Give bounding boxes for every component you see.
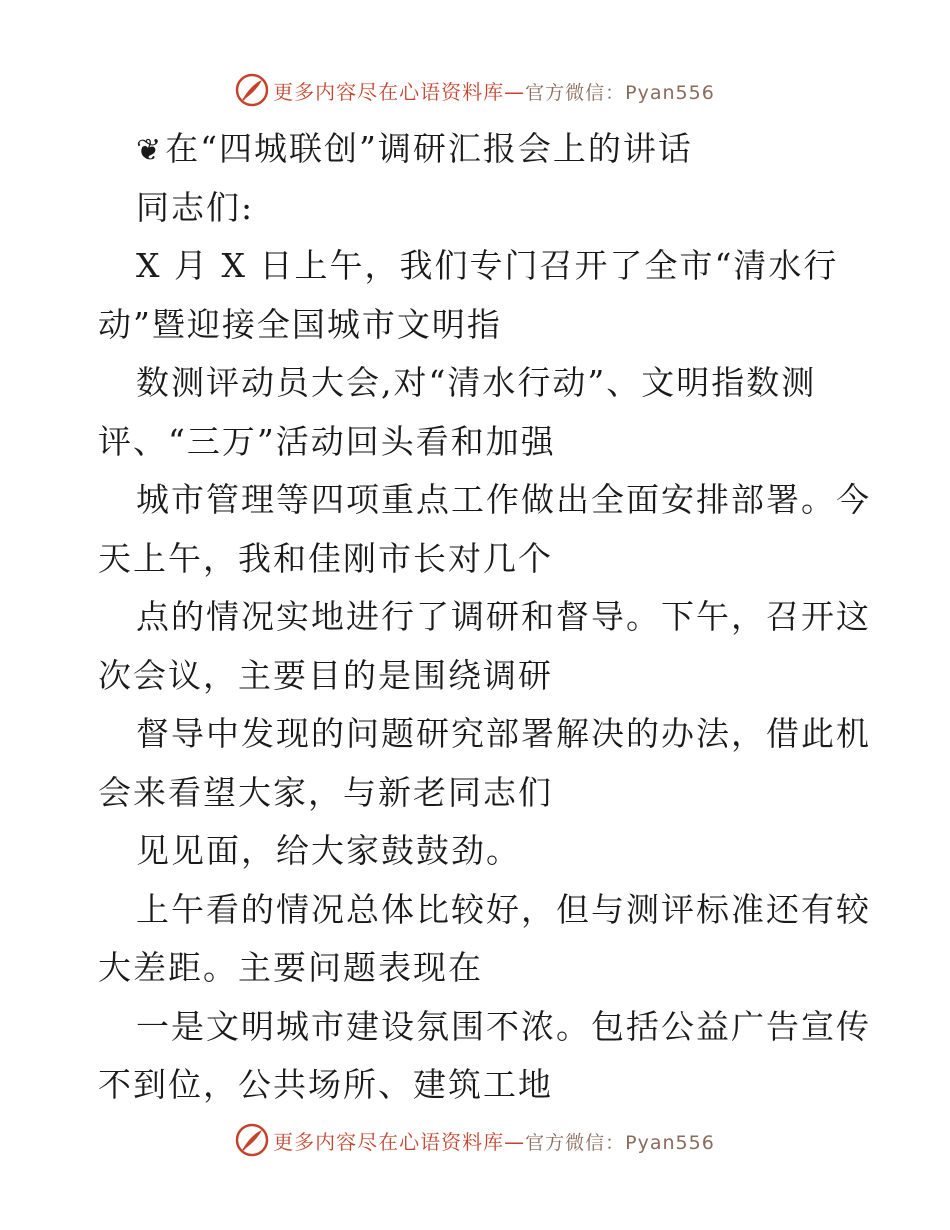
text-line: X 月 X 日上午，我们专门召开了全市“清水行 <box>136 246 839 285</box>
text-line: 天上午，我和佳刚市长对几个 <box>98 538 553 578</box>
text-line: 城市管理等四项重点工作做出全面安排部署。今 <box>136 480 871 519</box>
feather-quill-logo <box>235 73 269 107</box>
banner-text <box>273 1126 715 1155</box>
text-line: 督导中发现的问题研究部署解决的办法，借此机 <box>136 714 871 753</box>
floral-heart-icon: ❦ <box>136 133 164 168</box>
footer-banner <box>0 1120 950 1160</box>
text-line: 同志们: <box>136 187 255 227</box>
banner-text <box>273 76 715 105</box>
text-line: 点的情况实地进行了调研和督导。下午，召开这 <box>136 597 871 636</box>
header-banner <box>0 70 950 110</box>
text-line: 次会议，主要目的是围绕调研 <box>98 655 553 695</box>
document-title-text: 在“四城联创”调研汇报会上的讲话 <box>165 129 693 168</box>
text-line: 不到位，公共场所、建筑工地 <box>98 1065 553 1104</box>
paragraph-lines <box>98 179 871 1115</box>
text-line: 评、“三万”活动回头看和加强 <box>98 421 556 461</box>
text-line: 会来看望大家，与新老同志们 <box>98 772 553 812</box>
banner-wechat: 官方微信：Pyan556 <box>525 81 715 104</box>
document-title <box>98 120 858 179</box>
banner-dash: — <box>504 1129 526 1154</box>
banner-title: 更多内容尽在心语资料库 <box>273 79 505 104</box>
text-line: 数测评动员大会,对“清水行动”、文明指数测 <box>136 363 817 402</box>
banner-dash: — <box>504 79 526 104</box>
text-line: 见见面，给大家鼓鼓劲。 <box>136 831 521 870</box>
banner-wechat: 官方微信：Pyan556 <box>525 1131 715 1154</box>
document-body <box>98 120 871 1115</box>
text-line: 上午看的情况总体比较好，但与测评标准还有较 <box>136 889 871 929</box>
banner-title: 更多内容尽在心语资料库 <box>273 1129 505 1154</box>
feather-quill-logo <box>235 1123 269 1157</box>
text-line: 动”暨迎接全国城市文明指 <box>98 304 502 344</box>
text-line: 大差距。主要问题表现在 <box>98 948 483 987</box>
text-line: 一是文明城市建设氛围不浓。包括公益广告宣传 <box>136 1006 871 1046</box>
